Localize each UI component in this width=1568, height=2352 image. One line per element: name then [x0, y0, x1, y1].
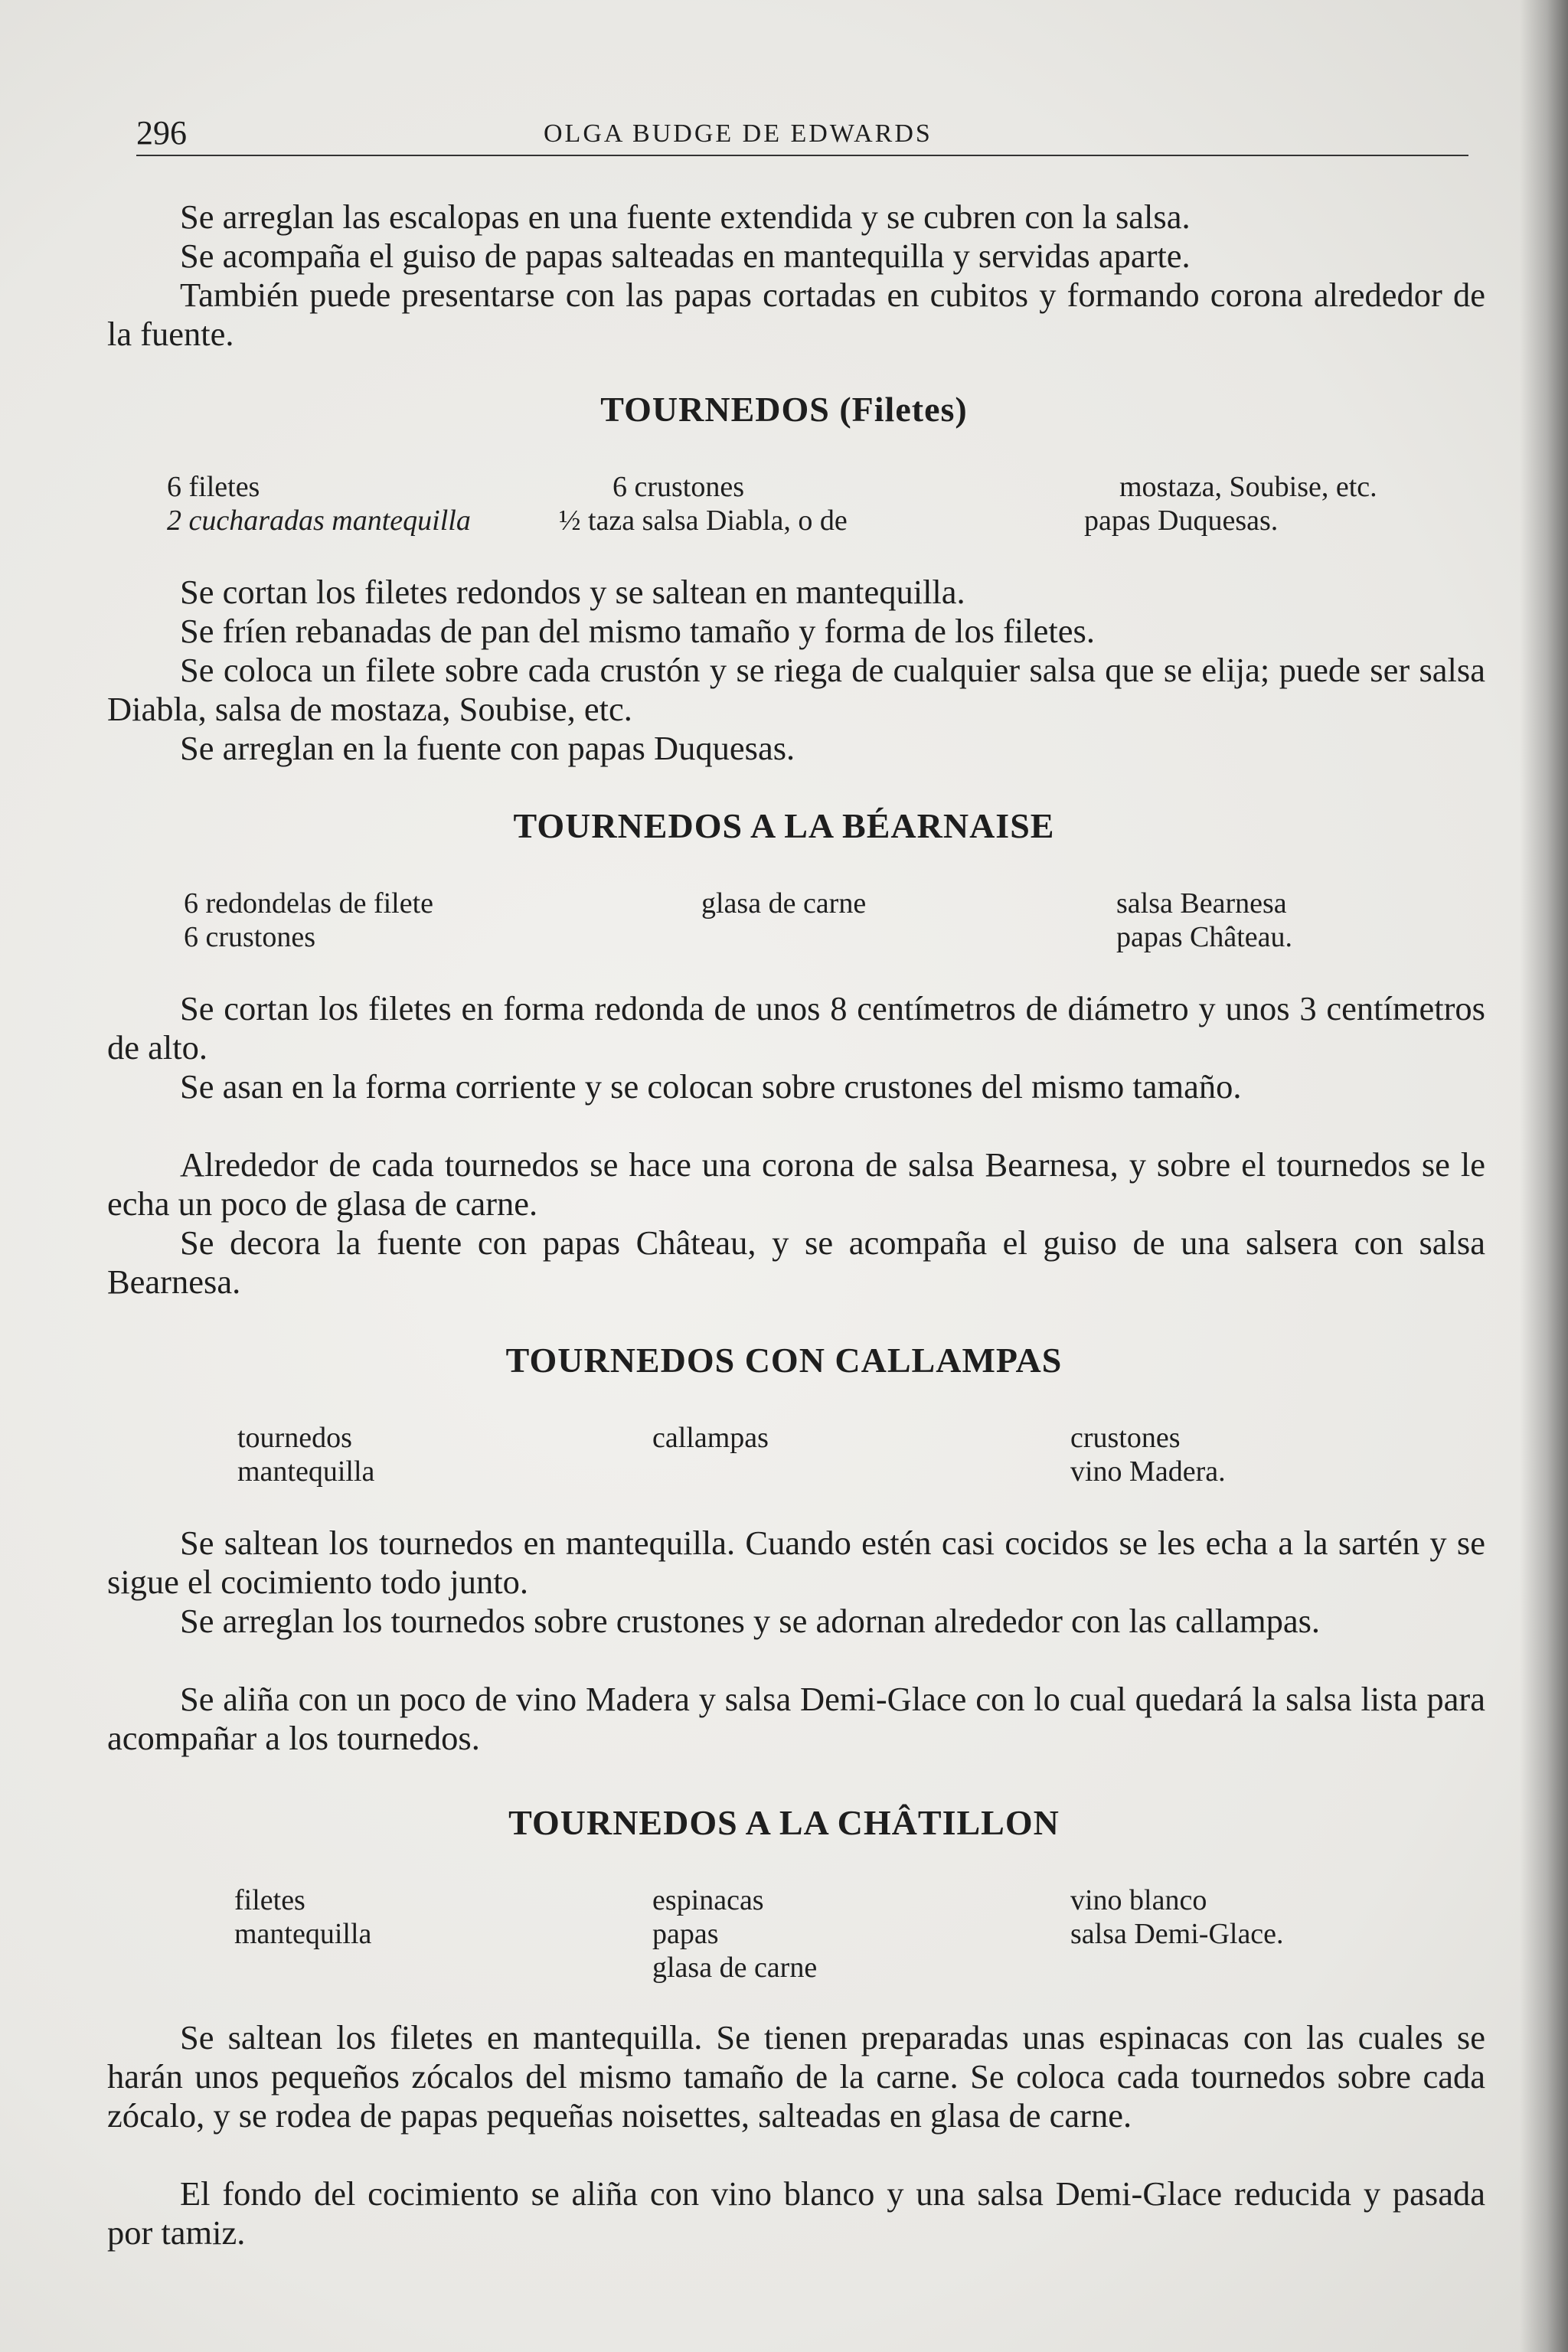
- ingredient-item: vino blanco: [1070, 1884, 1207, 1916]
- ingredient-item: glasa de carne: [652, 1952, 818, 1984]
- ingredient-item: glasa de carne: [701, 887, 867, 920]
- recipe-step: Se aliña con un poco de vino Madera y salsa Demi-Glace con lo cual quedará la salsa lista para acompañar a los tournedos.: [107, 1680, 1485, 1757]
- recipe-step: Alrededor de cada tournedos se hace una corona de salsa Bearnesa, y sobre el tournedos se le echa un poco de glasa de carne.: [107, 1145, 1485, 1223]
- recipe-title: TOURNEDOS (Filetes): [600, 390, 968, 429]
- intro-paragraph-1: Se arreglan las escalopas en una fuente extendida y se cubren con la salsa.: [180, 198, 1191, 236]
- recipe-step: Se saltean los tournedos en mantequilla. Cuando estén casi cocidos se les echa a la sartén y se sigue el cocimiento todo junto.: [107, 1524, 1485, 1601]
- recipe-step: Se decora la fuente con papas Château, y se acompaña el guiso de una salsera con salsa Bearnesa.: [107, 1223, 1485, 1301]
- ingredient-item: mantequilla: [234, 1918, 372, 1950]
- ingredient-item: 6 crustones: [612, 471, 745, 503]
- recipe-step: Se cortan los filetes en forma redonda de unos 8 centímetros de diámetro y unos 3 centímetros de alto.: [107, 989, 1485, 1067]
- ingredient-item: crustones: [1070, 1422, 1181, 1454]
- ingredient-item: papas Château.: [1116, 921, 1293, 953]
- intro-paragraph-3: También puede presentarse con las papas cortadas en cubitos y formando corona alrededor de la fuente.: [107, 276, 1485, 353]
- ingredient-item: papas Duquesas.: [1084, 505, 1279, 537]
- ingredient-item: espinacas: [652, 1884, 764, 1916]
- ingredient-item: filetes: [234, 1884, 305, 1916]
- recipe-step: Se asan en la forma corriente y se colocan sobre crustones del mismo tamaño.: [180, 1067, 1242, 1106]
- recipe-step: Se cortan los filetes redondos y se saltean en mantequilla.: [180, 573, 965, 611]
- ingredient-item: papas: [652, 1918, 719, 1950]
- ingredient-item: 6 crustones: [184, 921, 316, 953]
- ingredient-item: mantequilla: [237, 1455, 375, 1488]
- ingredient-item: mostaza, Soubise, etc.: [1119, 471, 1377, 503]
- running-head: OLGA BUDGE DE EDWARDS: [544, 119, 933, 148]
- recipe-title: TOURNEDOS A LA BÉARNAISE: [513, 806, 1055, 845]
- ingredient-item: vino Madera.: [1070, 1455, 1226, 1488]
- ingredient-item: 6 filetes: [167, 471, 260, 503]
- page-number: 296: [136, 114, 187, 152]
- ingredient-item: tournedos: [237, 1422, 352, 1454]
- recipe-title: TOURNEDOS CON CALLAMPAS: [505, 1341, 1063, 1380]
- recipe-step: Se saltean los filetes en mantequilla. Se tienen preparadas unas espinacas con las cuales se harán unos pequeños zócalos del mismo tamaño de la carne. Se coloca cada tournedos sobre cada zócalo, y se rodea de papas pequeñas noisettes, salteadas en glasa de carne.: [107, 2018, 1485, 2135]
- ingredient-item: 6 redondelas de filete: [184, 887, 434, 920]
- page-header: [136, 113, 1468, 156]
- ingredient-item: callampas: [652, 1422, 769, 1454]
- recipe-step: Se fríen rebanadas de pan del mismo tamaño y forma de los filetes.: [180, 612, 1095, 650]
- ingredient-item: ½ taza salsa Diabla, o de: [559, 505, 848, 537]
- recipe-step: Se arreglan los tournedos sobre crustones y se adornan alrededor con las callampas.: [180, 1602, 1321, 1640]
- intro-paragraph-2: Se acompaña el guiso de papas salteadas en mantequilla y servidas aparte.: [180, 237, 1191, 275]
- recipe-step: Se coloca un filete sobre cada crustón y se riega de cualquier salsa que se elija; puede ser salsa Diabla, salsa de mostaza, Soubise, etc.: [107, 651, 1485, 728]
- ingredient-item: salsa Demi-Glace.: [1070, 1918, 1284, 1950]
- recipe-step: El fondo del cocimiento se aliña con vino blanco y una salsa Demi-Glace reducida y pasada por tamiz.: [107, 2174, 1485, 2252]
- recipe-step: Se arreglan en la fuente con papas Duquesas.: [180, 729, 795, 767]
- ingredient-item: 2 cucharadas mantequilla: [167, 505, 471, 537]
- recipe-title: TOURNEDOS A LA CHÂTILLON: [508, 1803, 1060, 1842]
- ingredient-item: salsa Bearnesa: [1116, 887, 1287, 920]
